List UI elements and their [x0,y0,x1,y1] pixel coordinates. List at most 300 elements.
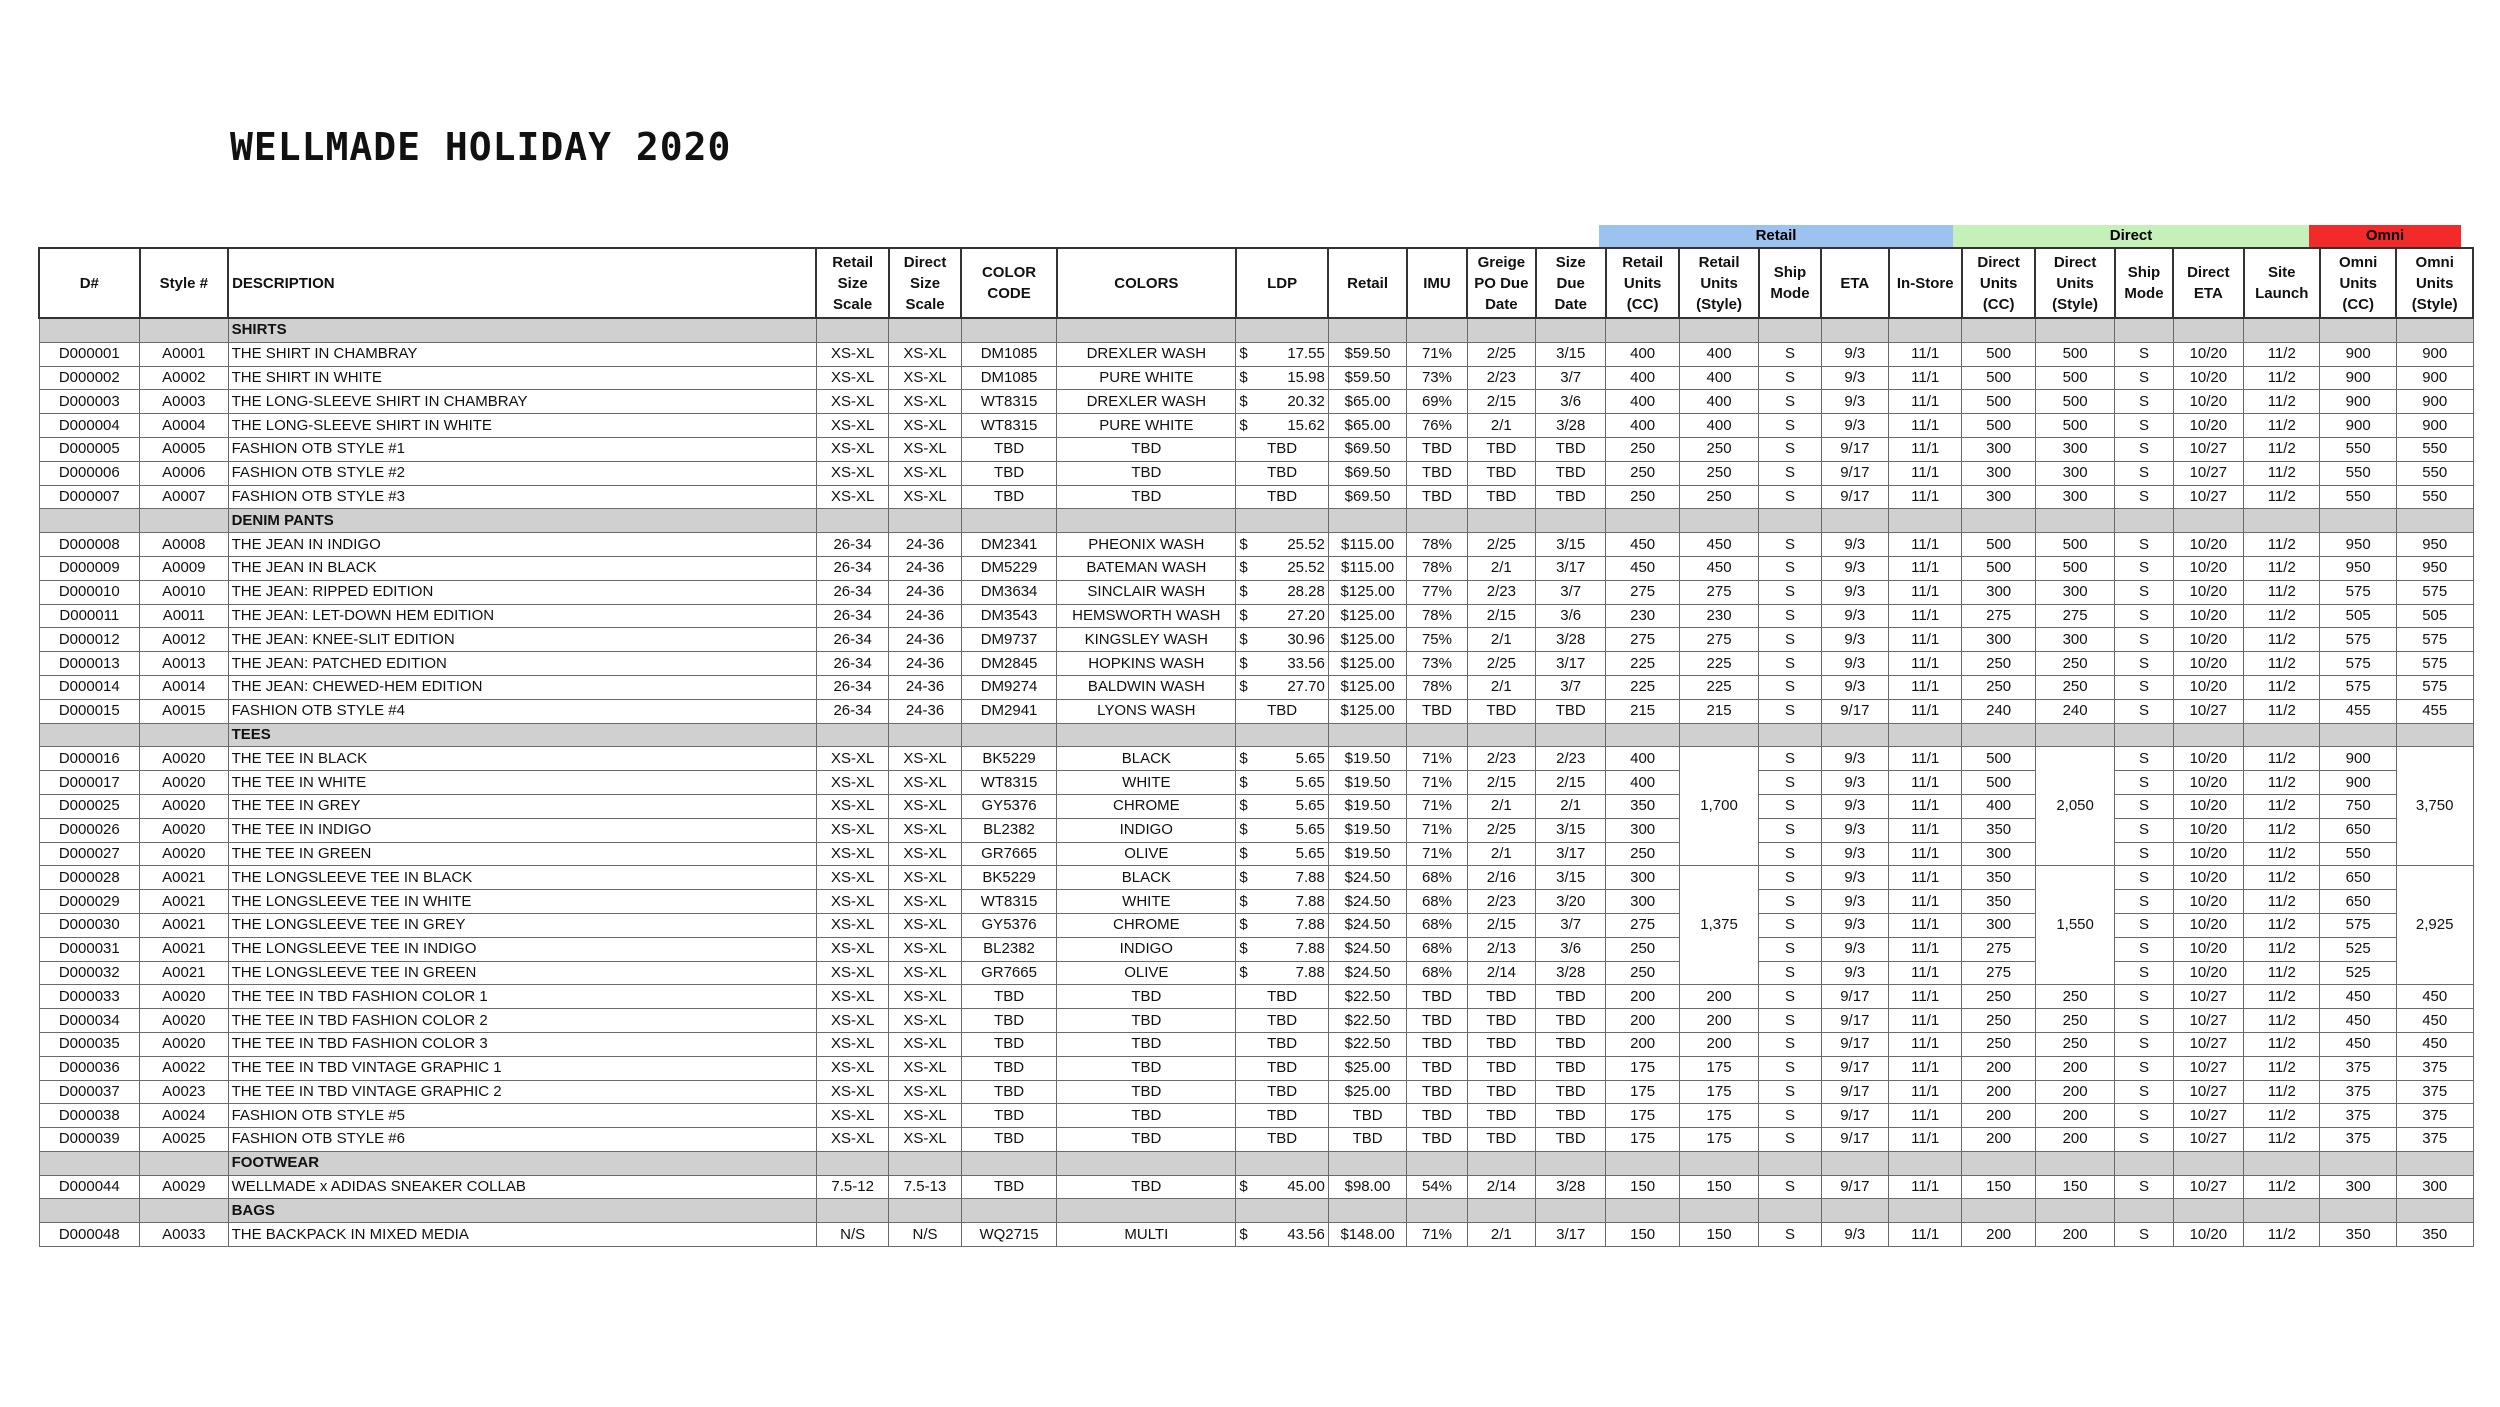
cell-site-launch[interactable]: 11/2 [2244,437,2320,461]
cell-colors[interactable]: TBD [1057,1175,1236,1199]
cell-retail-size-scale[interactable]: 26-34 [816,533,888,557]
cell-direct-ship-mode[interactable]: S [2115,1056,2173,1080]
col-header-omni-units-style[interactable]: Omni Units (Style) [2396,248,2473,318]
cell-retail-units-cc[interactable]: 225 [1606,675,1679,699]
cell-retail-price[interactable]: $69.50 [1328,461,1406,485]
cell-direct-eta[interactable]: 10/27 [2173,1080,2243,1104]
cell-ldp[interactable] [1236,771,1329,795]
cell-direct-size-scale[interactable]: XS-XL [889,366,961,390]
cell-color-code[interactable]: GR7665 [961,961,1057,985]
cell-direct-units-style[interactable]: 200 [2035,1223,2114,1247]
cell-direct-size-scale[interactable]: XS-XL [889,818,961,842]
cell-retail-price[interactable]: $125.00 [1328,652,1406,676]
cell-eta[interactable]: 9/17 [1821,1104,1888,1128]
cell-direct-units-cc[interactable]: 500 [1962,533,2035,557]
cell-site-launch[interactable]: 11/2 [2244,580,2320,604]
cell-retail-units-cc[interactable]: 275 [1606,628,1679,652]
cell-retail-ship-mode[interactable]: S [1759,985,1821,1009]
cell-greige-po-due[interactable]: 2/23 [1467,890,1535,914]
cell-direct-ship-mode[interactable]: S [2115,1223,2173,1247]
cell-style-number[interactable]: A0020 [140,818,229,842]
cell-retail-price[interactable]: $25.00 [1328,1080,1406,1104]
cell-greige-po-due[interactable]: TBD [1467,1104,1535,1128]
cell-size-due[interactable]: TBD [1536,699,1606,723]
cell-size-due[interactable]: TBD [1536,485,1606,509]
cell-imu[interactable]: TBD [1407,1056,1467,1080]
cell-direct-size-scale[interactable]: 24-36 [889,699,961,723]
cell-eta[interactable]: 9/3 [1821,604,1888,628]
cell-direct-units-cc[interactable]: 250 [1962,985,2035,1009]
cell-retail-units-style[interactable]: 1,375 [1679,866,1758,985]
cell-direct-ship-mode[interactable]: S [2115,961,2173,985]
cell-color-code[interactable]: TBD [961,1080,1057,1104]
cell-d-number[interactable]: D000005 [39,437,140,461]
cell-colors[interactable]: INDIGO [1057,818,1236,842]
cell-style-number[interactable]: A0020 [140,747,229,771]
cell-greige-po-due[interactable]: 2/1 [1467,794,1535,818]
cell-direct-units-style[interactable]: 250 [2035,675,2114,699]
cell-eta[interactable]: 9/17 [1821,1056,1888,1080]
cell-retail-price[interactable]: $19.50 [1328,747,1406,771]
cell-in-store[interactable]: 11/1 [1889,890,1962,914]
cell-omni-units-style[interactable]: 350 [2396,1223,2473,1247]
cell-direct-eta[interactable]: 10/20 [2173,1223,2243,1247]
cell-retail-ship-mode[interactable]: S [1759,1032,1821,1056]
cell-retail-units-cc[interactable]: 150 [1606,1223,1679,1247]
cell-retail-size-scale[interactable]: 26-34 [816,652,888,676]
cell-retail-ship-mode[interactable]: S [1759,1128,1821,1152]
cell-imu[interactable]: 71% [1407,771,1467,795]
cell-direct-eta[interactable]: 10/20 [2173,842,2243,866]
cell-colors[interactable]: SINCLAIR WASH [1057,580,1236,604]
cell-ldp[interactable] [1236,985,1329,1009]
cell-direct-ship-mode[interactable]: S [2115,890,2173,914]
cell-direct-size-scale[interactable]: 24-36 [889,628,961,652]
col-header-direct-size-scale[interactable]: Direct Size Scale [889,248,961,318]
cell-direct-units-style[interactable]: 200 [2035,1056,2114,1080]
cell-in-store[interactable]: 11/1 [1889,866,1962,890]
cell-eta[interactable]: 9/17 [1821,1009,1888,1033]
cell-color-code[interactable]: DM2341 [961,533,1057,557]
cell-size-due[interactable]: 3/17 [1536,842,1606,866]
cell-ldp[interactable] [1236,675,1329,699]
cell-d-number[interactable]: D000030 [39,913,140,937]
cell-retail-price[interactable]: $125.00 [1328,628,1406,652]
cell-retail-units-cc[interactable]: 400 [1606,414,1679,438]
cell-omni-units-cc[interactable]: 375 [2320,1056,2396,1080]
cell-direct-eta[interactable]: 10/20 [2173,866,2243,890]
cell-retail-units-cc[interactable]: 350 [1606,794,1679,818]
cell-retail-ship-mode[interactable]: S [1759,1056,1821,1080]
cell-colors[interactable]: CHROME [1057,913,1236,937]
cell-retail-price[interactable]: $125.00 [1328,580,1406,604]
cell-style-number[interactable]: A0024 [140,1104,229,1128]
cell-direct-size-scale[interactable]: XS-XL [889,1080,961,1104]
cell-direct-size-scale[interactable]: XS-XL [889,1056,961,1080]
cell-style-number[interactable]: A0022 [140,1056,229,1080]
cell-direct-units-cc[interactable]: 500 [1962,390,2035,414]
cell-d-number[interactable]: D000027 [39,842,140,866]
cell-retail-ship-mode[interactable]: S [1759,699,1821,723]
cell-size-due[interactable]: TBD [1536,985,1606,1009]
cell-description[interactable]: THE JEAN: LET-DOWN HEM EDITION [228,604,816,628]
cell-direct-ship-mode[interactable]: S [2115,461,2173,485]
cell-style-number[interactable]: A0021 [140,913,229,937]
cell-retail-ship-mode[interactable]: S [1759,890,1821,914]
cell-omni-units-cc[interactable]: 450 [2320,1032,2396,1056]
cell-colors[interactable]: TBD [1057,437,1236,461]
cell-description[interactable]: THE LONGSLEEVE TEE IN WHITE [228,890,816,914]
cell-site-launch[interactable]: 11/2 [2244,890,2320,914]
cell-in-store[interactable]: 11/1 [1889,1009,1962,1033]
cell-eta[interactable]: 9/3 [1821,794,1888,818]
cell-direct-ship-mode[interactable]: S [2115,1080,2173,1104]
cell-in-store[interactable]: 11/1 [1889,437,1962,461]
cell-retail-price[interactable]: $115.00 [1328,533,1406,557]
cell-retail-size-scale[interactable]: XS-XL [816,771,888,795]
cell-imu[interactable]: TBD [1407,1080,1467,1104]
cell-in-store[interactable]: 11/1 [1889,652,1962,676]
cell-direct-units-cc[interactable]: 300 [1962,437,2035,461]
cell-colors[interactable]: HOPKINS WASH [1057,652,1236,676]
cell-retail-units-cc[interactable]: 175 [1606,1080,1679,1104]
cell-retail-units-cc[interactable]: 150 [1606,1175,1679,1199]
cell-retail-units-cc[interactable]: 400 [1606,390,1679,414]
cell-retail-size-scale[interactable]: XS-XL [816,794,888,818]
cell-retail-price[interactable]: $24.50 [1328,866,1406,890]
cell-direct-units-cc[interactable]: 300 [1962,485,2035,509]
cell-retail-ship-mode[interactable]: S [1759,556,1821,580]
cell-retail-units-style[interactable]: 200 [1679,1032,1758,1056]
cell-direct-units-cc[interactable]: 200 [1962,1223,2035,1247]
cell-direct-eta[interactable]: 10/27 [2173,1056,2243,1080]
cell-ldp[interactable] [1236,1223,1329,1247]
cell-site-launch[interactable]: 11/2 [2244,390,2320,414]
cell-direct-units-style[interactable]: 150 [2035,1175,2114,1199]
cell-description[interactable]: THE TEE IN TBD FASHION COLOR 3 [228,1032,816,1056]
cell-greige-po-due[interactable]: 2/23 [1467,747,1535,771]
cell-omni-units-style[interactable]: 575 [2396,675,2473,699]
cell-imu[interactable]: TBD [1407,699,1467,723]
cell-in-store[interactable]: 11/1 [1889,390,1962,414]
cell-eta[interactable]: 9/17 [1821,1032,1888,1056]
cell-retail-price[interactable]: $22.50 [1328,985,1406,1009]
cell-imu[interactable]: 71% [1407,818,1467,842]
cell-direct-ship-mode[interactable]: S [2115,675,2173,699]
cell-site-launch[interactable]: 11/2 [2244,675,2320,699]
cell-retail-size-scale[interactable]: XS-XL [816,461,888,485]
cell-color-code[interactable]: TBD [961,1009,1057,1033]
cell-color-code[interactable]: DM9274 [961,675,1057,699]
cell-ldp[interactable] [1236,556,1329,580]
cell-site-launch[interactable]: 11/2 [2244,866,2320,890]
cell-omni-units-cc[interactable]: 550 [2320,461,2396,485]
cell-direct-units-style[interactable]: 250 [2035,985,2114,1009]
cell-greige-po-due[interactable]: 2/14 [1467,1175,1535,1199]
cell-retail-ship-mode[interactable]: S [1759,1104,1821,1128]
cell-omni-units-cc[interactable]: 300 [2320,1175,2396,1199]
cell-direct-units-cc[interactable]: 275 [1962,937,2035,961]
cell-retail-units-cc[interactable]: 275 [1606,913,1679,937]
cell-direct-ship-mode[interactable]: S [2115,533,2173,557]
cell-in-store[interactable]: 11/1 [1889,1080,1962,1104]
cell-direct-eta[interactable]: 10/20 [2173,533,2243,557]
cell-retail-size-scale[interactable]: XS-XL [816,890,888,914]
col-header-retail-units-cc[interactable]: Retail Units (CC) [1606,248,1679,318]
cell-style-number[interactable]: A0004 [140,414,229,438]
cell-eta[interactable]: 9/3 [1821,342,1888,366]
cell-description[interactable]: THE LONGSLEEVE TEE IN BLACK [228,866,816,890]
cell-d-number[interactable]: D000007 [39,485,140,509]
cell-in-store[interactable]: 11/1 [1889,628,1962,652]
cell-omni-units-style[interactable]: 450 [2396,1032,2473,1056]
cell-site-launch[interactable]: 11/2 [2244,1175,2320,1199]
cell-site-launch[interactable]: 11/2 [2244,842,2320,866]
cell-site-launch[interactable]: 11/2 [2244,1056,2320,1080]
cell-greige-po-due[interactable]: TBD [1467,1080,1535,1104]
cell-in-store[interactable]: 11/1 [1889,937,1962,961]
cell-greige-po-due[interactable]: 2/23 [1467,366,1535,390]
cell-greige-po-due[interactable]: TBD [1467,699,1535,723]
cell-direct-units-style[interactable]: 300 [2035,580,2114,604]
cell-size-due[interactable]: 3/28 [1536,961,1606,985]
cell-direct-units-style[interactable]: 250 [2035,652,2114,676]
cell-direct-eta[interactable]: 10/27 [2173,1128,2243,1152]
cell-retail-units-cc[interactable]: 250 [1606,461,1679,485]
cell-ldp[interactable] [1236,747,1329,771]
cell-direct-units-style[interactable]: 500 [2035,414,2114,438]
cell-direct-ship-mode[interactable]: S [2115,1175,2173,1199]
cell-colors[interactable]: BLACK [1057,866,1236,890]
cell-omni-units-style[interactable]: 505 [2396,604,2473,628]
cell-direct-units-cc[interactable]: 350 [1962,890,2035,914]
cell-eta[interactable]: 9/17 [1821,461,1888,485]
cell-eta[interactable]: 9/3 [1821,556,1888,580]
cell-d-number[interactable]: D000032 [39,961,140,985]
cell-retail-price[interactable]: $19.50 [1328,842,1406,866]
cell-color-code[interactable]: DM1085 [961,342,1057,366]
cell-direct-units-style[interactable]: 300 [2035,628,2114,652]
cell-direct-ship-mode[interactable]: S [2115,485,2173,509]
cell-direct-ship-mode[interactable]: S [2115,556,2173,580]
cell-direct-units-style[interactable]: 2,050 [2035,747,2114,866]
cell-in-store[interactable]: 11/1 [1889,1128,1962,1152]
cell-direct-ship-mode[interactable]: S [2115,937,2173,961]
cell-d-number[interactable]: D000010 [39,580,140,604]
cell-direct-size-scale[interactable]: 24-36 [889,580,961,604]
cell-ldp[interactable] [1236,1175,1329,1199]
cell-color-code[interactable]: GY5376 [961,794,1057,818]
col-header-ldp[interactable]: LDP [1236,248,1329,318]
cell-retail-ship-mode[interactable]: S [1759,485,1821,509]
cell-retail-price[interactable]: $24.50 [1328,890,1406,914]
cell-direct-units-cc[interactable]: 500 [1962,342,2035,366]
cell-description[interactable]: WELLMADE x ADIDAS SNEAKER COLLAB [228,1175,816,1199]
cell-imu[interactable]: TBD [1407,485,1467,509]
cell-retail-size-scale[interactable]: XS-XL [816,342,888,366]
cell-ldp[interactable] [1236,1032,1329,1056]
cell-greige-po-due[interactable]: 2/25 [1467,818,1535,842]
cell-size-due[interactable]: 3/7 [1536,580,1606,604]
cell-direct-size-scale[interactable]: XS-XL [889,771,961,795]
cell-direct-eta[interactable]: 10/20 [2173,913,2243,937]
cell-color-code[interactable]: WT8315 [961,771,1057,795]
cell-colors[interactable]: TBD [1057,1104,1236,1128]
cell-d-number[interactable]: D000025 [39,794,140,818]
cell-d-number[interactable]: D000044 [39,1175,140,1199]
cell-retail-price[interactable]: $59.50 [1328,342,1406,366]
cell-in-store[interactable]: 11/1 [1889,794,1962,818]
cell-retail-price[interactable]: $25.00 [1328,1056,1406,1080]
cell-direct-size-scale[interactable]: XS-XL [889,747,961,771]
cell-d-number[interactable]: D000001 [39,342,140,366]
cell-retail-units-cc[interactable]: 250 [1606,485,1679,509]
cell-description[interactable]: THE JEAN: KNEE-SLIT EDITION [228,628,816,652]
cell-d-number[interactable]: D000038 [39,1104,140,1128]
cell-retail-ship-mode[interactable]: S [1759,771,1821,795]
cell-greige-po-due[interactable]: TBD [1467,437,1535,461]
cell-omni-units-style[interactable]: 550 [2396,461,2473,485]
cell-omni-units-cc[interactable]: 525 [2320,961,2396,985]
cell-style-number[interactable]: A0021 [140,890,229,914]
cell-retail-price[interactable]: $59.50 [1328,366,1406,390]
col-header-greige-po-due-date[interactable]: Greige PO Due Date [1467,248,1535,318]
cell-omni-units-cc[interactable]: 900 [2320,747,2396,771]
cell-omni-units-style[interactable]: 900 [2396,366,2473,390]
cell-retail-units-cc[interactable]: 300 [1606,818,1679,842]
cell-color-code[interactable]: TBD [961,1128,1057,1152]
cell-direct-eta[interactable]: 10/27 [2173,485,2243,509]
cell-retail-units-cc[interactable]: 175 [1606,1128,1679,1152]
cell-eta[interactable]: 9/17 [1821,1175,1888,1199]
cell-style-number[interactable]: A0011 [140,604,229,628]
cell-colors[interactable]: WHITE [1057,771,1236,795]
cell-eta[interactable]: 9/3 [1821,890,1888,914]
cell-colors[interactable]: INDIGO [1057,937,1236,961]
cell-eta[interactable]: 9/17 [1821,437,1888,461]
cell-style-number[interactable]: A0029 [140,1175,229,1199]
cell-direct-ship-mode[interactable]: S [2115,1009,2173,1033]
cell-omni-units-cc[interactable]: 900 [2320,771,2396,795]
cell-site-launch[interactable]: 11/2 [2244,961,2320,985]
cell-direct-eta[interactable]: 10/20 [2173,937,2243,961]
col-header-eta[interactable]: ETA [1821,248,1888,318]
cell-retail-size-scale[interactable]: XS-XL [816,1056,888,1080]
cell-direct-size-scale[interactable]: 7.5-13 [889,1175,961,1199]
cell-direct-ship-mode[interactable]: S [2115,747,2173,771]
cell-style-number[interactable]: A0005 [140,437,229,461]
cell-eta[interactable]: 9/3 [1821,937,1888,961]
cell-omni-units-style[interactable]: 450 [2396,985,2473,1009]
cell-omni-units-cc[interactable]: 450 [2320,1009,2396,1033]
cell-retail-price[interactable]: $24.50 [1328,937,1406,961]
cell-direct-eta[interactable]: 10/20 [2173,342,2243,366]
cell-direct-size-scale[interactable]: XS-XL [889,1128,961,1152]
cell-eta[interactable]: 9/17 [1821,699,1888,723]
cell-site-launch[interactable]: 11/2 [2244,414,2320,438]
cell-d-number[interactable]: D000048 [39,1223,140,1247]
cell-style-number[interactable]: A0020 [140,985,229,1009]
cell-imu[interactable]: 73% [1407,652,1467,676]
cell-direct-ship-mode[interactable]: S [2115,842,2173,866]
cell-ldp[interactable] [1236,1056,1329,1080]
cell-omni-units-style[interactable]: 950 [2396,533,2473,557]
cell-direct-size-scale[interactable]: XS-XL [889,961,961,985]
cell-d-number[interactable]: D000029 [39,890,140,914]
cell-color-code[interactable]: WT8315 [961,414,1057,438]
cell-imu[interactable]: 71% [1407,342,1467,366]
cell-style-number[interactable]: A0006 [140,461,229,485]
cell-omni-units-style[interactable]: 575 [2396,628,2473,652]
cell-omni-units-cc[interactable]: 525 [2320,937,2396,961]
col-header-style-number[interactable]: Style # [140,248,229,318]
cell-retail-ship-mode[interactable]: S [1759,1009,1821,1033]
cell-direct-ship-mode[interactable]: S [2115,628,2173,652]
cell-imu[interactable]: 71% [1407,842,1467,866]
cell-direct-size-scale[interactable]: XS-XL [889,1032,961,1056]
cell-omni-units-cc[interactable]: 950 [2320,533,2396,557]
cell-retail-size-scale[interactable]: XS-XL [816,366,888,390]
cell-retail-units-cc[interactable]: 175 [1606,1104,1679,1128]
cell-retail-units-cc[interactable]: 250 [1606,437,1679,461]
cell-colors[interactable]: LYONS WASH [1057,699,1236,723]
cell-size-due[interactable]: 3/28 [1536,628,1606,652]
cell-colors[interactable]: PURE WHITE [1057,366,1236,390]
cell-retail-ship-mode[interactable]: S [1759,1175,1821,1199]
cell-imu[interactable]: TBD [1407,1128,1467,1152]
cell-color-code[interactable]: WT8315 [961,890,1057,914]
cell-direct-eta[interactable]: 10/27 [2173,985,2243,1009]
cell-direct-ship-mode[interactable]: S [2115,342,2173,366]
cell-style-number[interactable]: A0007 [140,485,229,509]
cell-d-number[interactable]: D000033 [39,985,140,1009]
cell-direct-units-style[interactable]: 240 [2035,699,2114,723]
cell-direct-ship-mode[interactable]: S [2115,604,2173,628]
cell-direct-size-scale[interactable]: 24-36 [889,675,961,699]
cell-ldp[interactable] [1236,890,1329,914]
cell-omni-units-style[interactable]: 375 [2396,1104,2473,1128]
cell-omni-units-style[interactable]: 550 [2396,437,2473,461]
cell-direct-units-cc[interactable]: 300 [1962,580,2035,604]
cell-retail-price[interactable]: TBD [1328,1128,1406,1152]
cell-retail-size-scale[interactable]: 26-34 [816,628,888,652]
col-header-in-store[interactable]: In-Store [1889,248,1962,318]
cell-description[interactable]: THE LONG-SLEEVE SHIRT IN WHITE [228,414,816,438]
cell-direct-eta[interactable]: 10/20 [2173,366,2243,390]
cell-greige-po-due[interactable]: TBD [1467,1009,1535,1033]
cell-description[interactable]: THE TEE IN BLACK [228,747,816,771]
cell-eta[interactable]: 9/17 [1821,485,1888,509]
cell-omni-units-cc[interactable]: 650 [2320,890,2396,914]
cell-colors[interactable]: KINGSLEY WASH [1057,628,1236,652]
cell-site-launch[interactable]: 11/2 [2244,913,2320,937]
cell-direct-units-cc[interactable]: 400 [1962,794,2035,818]
cell-in-store[interactable]: 11/1 [1889,818,1962,842]
cell-direct-size-scale[interactable]: XS-XL [889,414,961,438]
cell-retail-price[interactable]: $19.50 [1328,771,1406,795]
cell-retail-units-style[interactable]: 200 [1679,1009,1758,1033]
cell-omni-units-cc[interactable]: 375 [2320,1080,2396,1104]
cell-retail-price[interactable]: $125.00 [1328,604,1406,628]
cell-colors[interactable]: PURE WHITE [1057,414,1236,438]
cell-imu[interactable]: TBD [1407,985,1467,1009]
cell-direct-units-cc[interactable]: 500 [1962,747,2035,771]
cell-retail-ship-mode[interactable]: S [1759,628,1821,652]
cell-direct-ship-mode[interactable]: S [2115,366,2173,390]
cell-color-code[interactable]: GY5376 [961,913,1057,937]
cell-color-code[interactable]: TBD [961,1175,1057,1199]
cell-imu[interactable]: 78% [1407,556,1467,580]
